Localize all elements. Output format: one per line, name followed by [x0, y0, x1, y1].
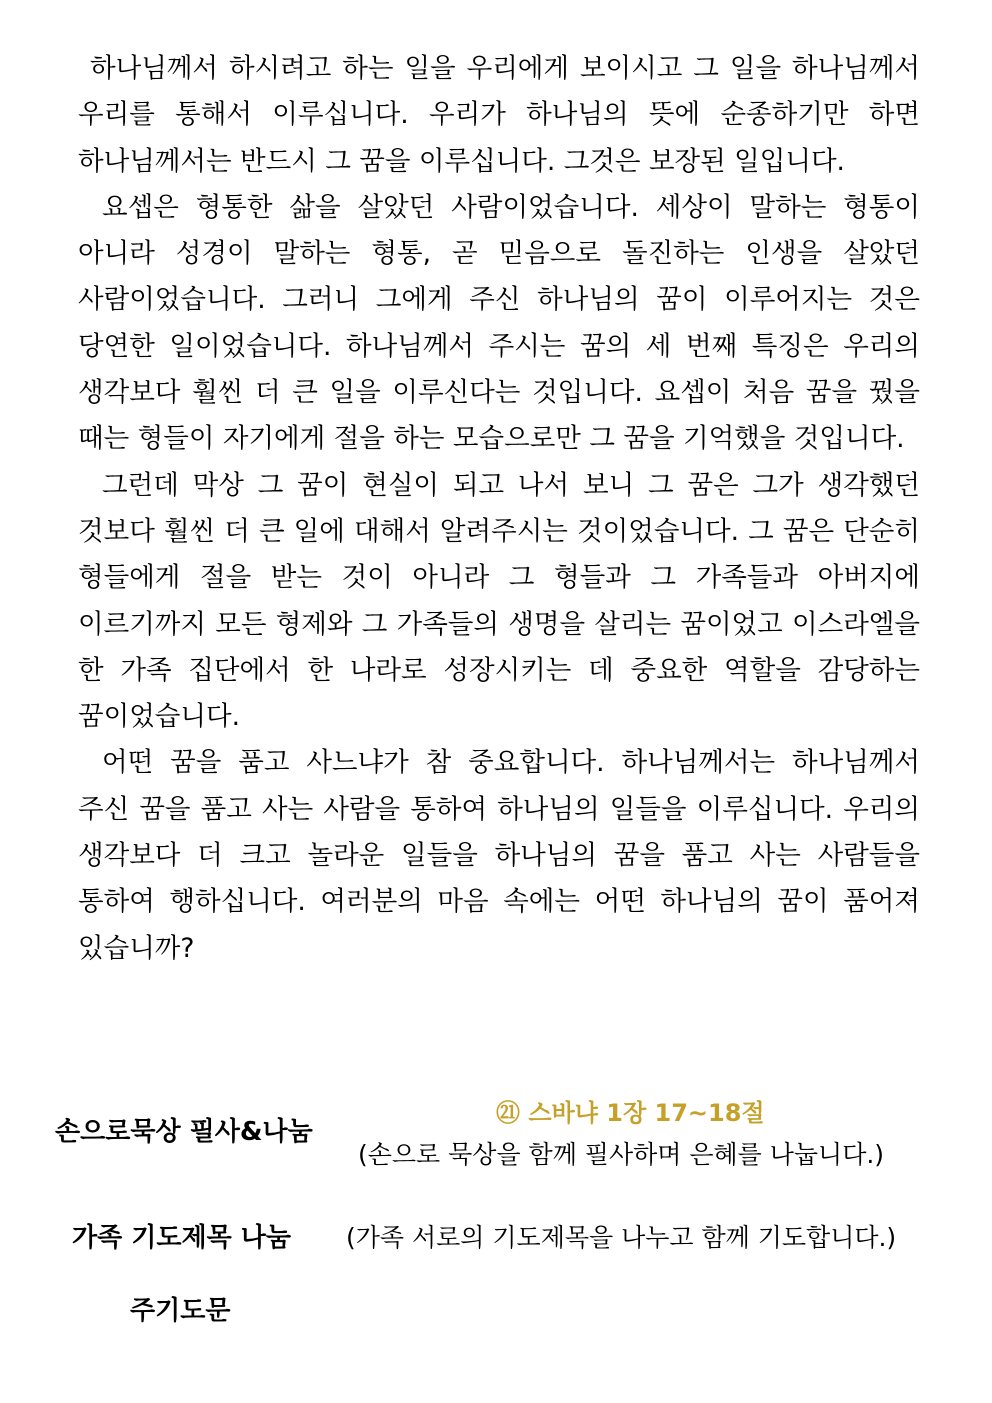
family-prayer-section-label: 가족 기도제목 나눔: [72, 1223, 292, 1253]
meditation-verse-reference: ㉑ 스바냐 1장 17~18절: [496, 1099, 765, 1127]
devotional-body: [78, 46, 920, 972]
lords-prayer-section-label: 주기도문: [130, 1296, 231, 1326]
meditation-section-note: (손으로 묵상을 함께 필사하며 은혜를 나눕니다.): [358, 1140, 885, 1169]
family-prayer-section-note: (가족 서로의 기도제목을 나누고 함께 기도합니다.): [346, 1223, 897, 1252]
meditation-section-label: 손으로묵상 필사&나눔: [55, 1117, 313, 1147]
paragraph-3: 그런데 막상 그 꿈이 현실이 되고 나서 보니 그 꿈은 그가 생각했던 것보다 훨씬 더 큰 일에 대해서 알려주시는 것이었습니다. 그 꿈은 단순히 형들에게 절을 받는 것이 아니라 그 형들과 그 가족들과 아버지에 이르기까지 모든 형제와 그 가족들의 생명을 살리는 꿈이었고 이스라엘을 한 가족 집단에서 한 나라로 성장시키는 데 중요한 역할을 감당하는 꿈이었습니다.: [78, 469, 920, 733]
paragraph-2: 요셉은 형통한 삶을 살았던 사람이었습니다. 세상이 말하는 형통이 아니라 성경이 말하는 형통, 곧 믿음으로 돌진하는 인생을 살았던 사람이었습니다. 그러니 그에게 주신 하나님의 꿈이 이루어지는 것은 당연한 일이었습니다. 하나님께서 주시는 꿈의 세 번째 특징은 우리의 생각보다 훨씬 더 큰 일을 이루신다는 것입니다. 요셉이 처음 꿈을 꿨을 때는 형들이 자기에게 절을 하는 모습으로만 그 꿈을 기억했을 것입니다.: [78, 191, 920, 455]
paragraph-4: 어떤 꿈을 품고 사느냐가 참 중요합니다. 하나님께서는 하나님께서 주신 꿈을 품고 사는 사람을 통하여 하나님의 일들을 이루십니다. 우리의 생각보다 더 크고 놀라운 일들을 하나님의 꿈을 품고 사는 사람들을 통하여 행하십니다. 여러분의 마음 속에는 어떤 하나님의 꿈이 품어져 있습니까?: [78, 747, 920, 964]
paragraph-1: 하나님께서 하시려고 하는 일을 우리에게 보이시고 그 일을 하나님께서 우리를 통해서 이루십니다. 우리가 하나님의 뜻에 순종하기만 하면 하나님께서는 반드시 그 꿈을 이루십니다. 그것은 보장된 일입니다.: [78, 53, 920, 177]
